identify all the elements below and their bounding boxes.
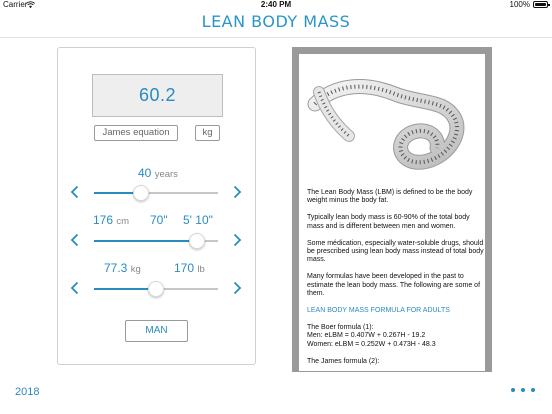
info-paragraph: Some médication, especially water-soluble drugs, should be prescribed using lean body mass instead of total body mass.	[307, 239, 484, 264]
weight-lb-readout	[174, 261, 205, 275]
height-feet-value: 5' 10"	[183, 213, 213, 227]
formula-selector-button[interactable]: James equation	[94, 125, 178, 141]
height-cm-value: 176	[93, 213, 114, 227]
info-panel	[292, 47, 492, 372]
height-cm-unit: cm	[116, 216, 130, 227]
chevron-left-icon	[69, 233, 81, 247]
age-slider[interactable]	[94, 192, 218, 194]
height-slider-fill	[94, 240, 197, 242]
chevron-left-icon	[69, 185, 81, 199]
year-label: 2018	[15, 386, 40, 398]
weight-decrease-button[interactable]	[69, 281, 81, 295]
boer-title: The Boer formula (1):	[307, 323, 374, 331]
more-options-icon[interactable]	[511, 388, 535, 393]
height-slider[interactable]	[94, 240, 218, 242]
chevron-right-icon	[231, 233, 243, 247]
page-title: LEAN BODY MASS	[201, 12, 351, 31]
age-slider-thumb[interactable]	[133, 185, 149, 201]
result-display: 60.2	[92, 74, 223, 117]
info-text	[307, 189, 485, 366]
unit-selector-button[interactable]: kg	[195, 125, 220, 141]
clock: 2:40 PM	[260, 0, 292, 9]
height-inch-value: 70"	[150, 213, 168, 227]
weight-increase-button[interactable]	[231, 281, 243, 295]
weight-kg-readout	[104, 261, 141, 275]
gender-toggle-button[interactable]: MAN	[125, 320, 188, 342]
boer-men-formula: Men: eLBM = 0.407W + 0.267H - 19.2	[307, 332, 426, 340]
weight-lb-value: 170	[174, 261, 195, 275]
height-slider-thumb[interactable]	[189, 233, 205, 249]
battery-icon	[533, 1, 548, 8]
age-decrease-button[interactable]	[69, 185, 81, 199]
height-cm-readout	[93, 213, 129, 227]
weight-kg-value: 77.3	[104, 261, 128, 275]
boer-women-formula: Women: eLBM = 0.252W + 0.473H - 48.3	[307, 340, 436, 348]
chevron-right-icon	[231, 281, 243, 295]
header-divider	[0, 37, 552, 38]
carrier-label: Carrier	[3, 0, 28, 9]
weight-slider[interactable]	[94, 288, 218, 290]
info-paragraph: The Lean Body Mass (LBM) is defined to be the body weight minus the body fat.	[307, 189, 473, 205]
battery-percent: 100%	[509, 0, 530, 9]
chevron-left-icon	[69, 281, 81, 295]
height-increase-button[interactable]	[231, 233, 243, 247]
section-heading: LEAN BODY MASS FORMULA FOR ADULTS	[307, 307, 450, 315]
weight-slider-thumb[interactable]	[148, 281, 164, 297]
age-increase-button[interactable]	[231, 185, 243, 199]
weight-kg-unit: kg	[130, 264, 141, 275]
info-paragraph: Typically lean body mass is 60-90% of the total body mass and is different between men and women.	[307, 214, 470, 230]
status-bar	[0, 0, 552, 10]
age-unit: years	[154, 169, 178, 180]
age-readout	[138, 166, 178, 180]
info-scroll-area[interactable]	[299, 54, 485, 371]
chevron-right-icon	[231, 185, 243, 199]
weight-lb-unit: lb	[197, 264, 205, 275]
measuring-tape-illustration	[305, 64, 465, 184]
weight-slider-fill	[94, 288, 156, 290]
age-value: 40	[138, 166, 152, 180]
james-title: The James formula (2):	[307, 357, 380, 365]
calculator-panel	[57, 47, 256, 365]
info-paragraph: Many formulas have been developed in the past to estimate the lean body mass. The following are some of them.	[307, 273, 481, 298]
height-decrease-button[interactable]	[69, 233, 81, 247]
